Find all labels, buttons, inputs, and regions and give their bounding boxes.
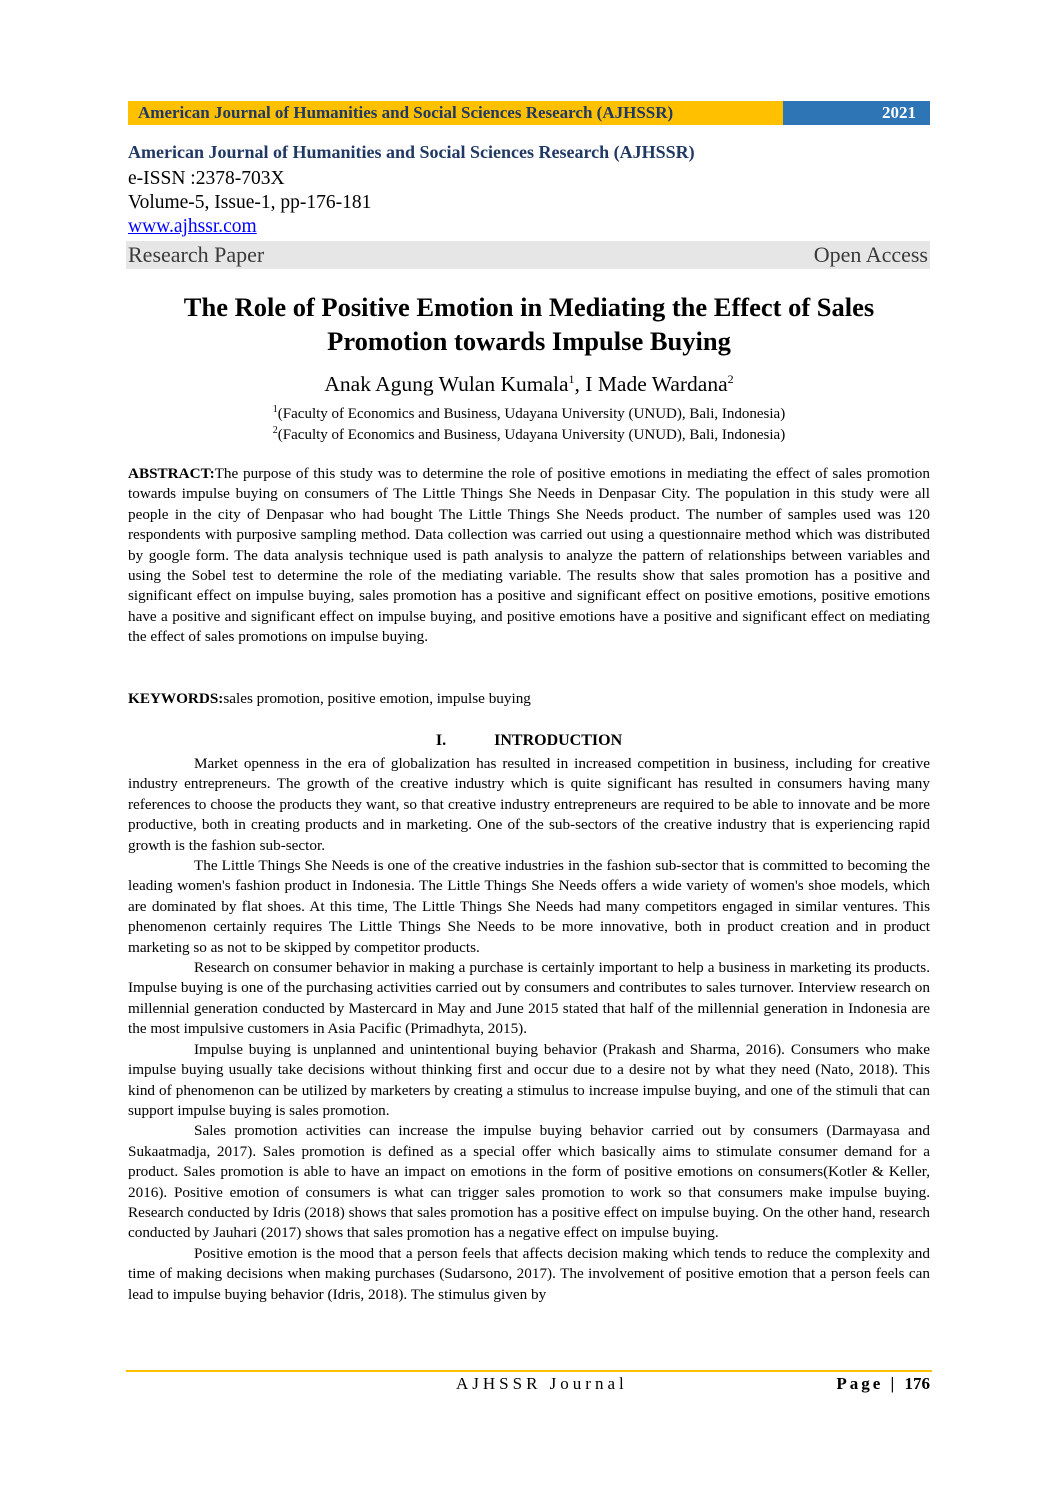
author-name: , I Made Wardana [574, 372, 728, 397]
keywords-text: sales promotion, positive emotion, impulse buying [223, 690, 531, 707]
title-line-1: The Role of Positive Emotion in Mediating the Effect of Sales [183, 292, 875, 322]
paragraph: Research on consumer behavior in making a purchase is certainly important to help a business in marketing its products. Impulse buying is one of the purchasing activities carried out by consumers and contributes to sales turnover. Interview research on millennial generation conducted by Mastercard in May and June 2015 stated that half of the millennial generation in Indonesia are the most impulsive customers in Asia Pacific (Primadhyta, 2015). [128, 959, 930, 1038]
author-list [128, 372, 930, 397]
journal-bar-year: 2021 [783, 101, 930, 125]
keywords-label: KEYWORDS: [128, 690, 224, 707]
volume-info: Volume-5, Issue-1, pp-176-181 [128, 192, 372, 213]
paper-type-band [126, 241, 930, 269]
section-heading [128, 732, 930, 750]
affiliation-sup: 2 [272, 425, 278, 436]
page-number: 176 [904, 1374, 930, 1393]
page-label: Page | [836, 1374, 905, 1393]
page-number-label [836, 1374, 930, 1394]
affiliation-text: (Faculty of Economics and Business, Udayana University (UNUD), Bali, Indonesia) [277, 427, 786, 443]
affiliation-text: (Faculty of Economics and Business, Udayana University (UNUD), Bali, Indonesia) [277, 406, 786, 422]
journal-link[interactable]: www.ajhssr.com [128, 216, 257, 237]
paragraph: Sales promotion activities can increase the impulse buying behavior carried out by consumers (Darmayasa and Sukaatmadja, 2017). Sales promotion is defined as a special offer which basically aims to stimulate consumer demand for a product. Sales promotion is able to have an impact on emotions in the form of positive emotions on consumers(Kotler & Keller, 2016). Positive emotion of consumers is what can trigger sales promotion to work so that consumers make impulse buying. Research conducted by Idris (2018) shows that sales promotion has a positive effect on impulse buying. On the other hand, research conducted by Jauhari (2017) shows that sales promotion has a negative effect on impulse buying. [128, 1122, 930, 1242]
access-type: Open Access [813, 242, 928, 267]
paper-title [128, 290, 930, 358]
journal-bar-title: American Journal of Humanities and Social Sciences Research (AJHSSR) [128, 101, 783, 125]
journal-name: American Journal of Humanities and Social Sciences Research (AJHSSR) [128, 142, 695, 162]
paragraph: Market openness in the era of globalization has resulted in increased competition in business, including for creative industry entrepreneurs. The growth of the creative industry which is quite significant has resulted in consumers having many references to choose the products they want, so that creative industry entrepreneurs are required to be able to innovate and be more productive, both in creating products and in marketing. One of the sub-sectors of the creative industry that is experiencing rapid growth is the fashion sub-sector. [128, 755, 930, 854]
keywords [128, 690, 930, 708]
affiliation-1 [128, 404, 930, 423]
section-title: INTRODUCTION [494, 732, 623, 749]
author-name: Anak Agung Wulan Kumala [324, 372, 569, 397]
issn: e-ISSN :2378-703X [128, 168, 285, 189]
paper-type: Research Paper [128, 242, 265, 267]
section-number: I. [435, 732, 447, 749]
affiliation-sup: 1 [272, 404, 278, 415]
footer-rule [126, 1370, 932, 1372]
abstract-text: The purpose of this study was to determine the role of positive emotions in mediating the effect of sales promotion towards impulse buying on consumers of The Little Things She Needs in Denpasar City. The population in this study were all people in the city of Denpasar who had bought The Little Things She Needs product. The number of samples used was 120 respondents with purposive sampling method. Data collection was carried out using a questionnaire method which was distributed by google form. The data analysis technique used is path analysis to analyze the pattern of relationships between variables and using the Sobel test to determine the role of the mediating variable. The results show that sales promotion has a positive and significant effect on impulse buying, sales promotion has a positive and significant effect on positive emotions, positive emotions have a positive and significant effect on impulse buying, and positive emotions have a positive and significant effect on mediating the effect of sales promotions on impulse buying. [128, 465, 930, 646]
paragraph: Impulse buying is unplanned and unintentional buying behavior (Prakash and Sharma, 2016). Consumers who make impulse buying usually take decisions without thinking first and occur due to a desire not by what they need (Nato, 2018). This kind of phenomenon can be utilized by marketers by creating a stimulus to increase impulse buying, and one of the stimuli that can support impulse buying is sales promotion. [128, 1040, 930, 1119]
abstract [128, 464, 930, 648]
author-sup: 1 [568, 372, 575, 386]
paragraph: Positive emotion is the mood that a person feels that affects decision making which tends to reduce the complexity and time of making decisions when making purchases (Sudarsono, 2017). The involvement of positive emotion that a person feels can lead to impulse buying behavior (Idris, 2018). The stimulus given by [128, 1244, 930, 1303]
affiliation-2 [128, 425, 930, 444]
title-line-2: Promotion towards Impulse Buying [327, 326, 731, 356]
body-text [128, 754, 930, 1305]
footer-journal: AJHSSR Journal [456, 1374, 628, 1393]
paragraph: The Little Things She Needs is one of the creative industries in the fashion sub-sector that is committed to becoming the leading women's fashion product in Indonesia. The Little Things She Needs offers a wide variety of women's shoe models, which are dominated by flat shoes. At this time, The Little Things She Needs had many competitors engaged in similar ventures. This phenomenon certainly requires The Little Things She Needs to be more innovative, both in product creation and in product marketing so as not to be skipped by competitor products. [128, 857, 930, 956]
author-sup: 2 [727, 372, 734, 386]
abstract-label: ABSTRACT: [128, 465, 215, 482]
journal-header-bar [128, 101, 930, 125]
